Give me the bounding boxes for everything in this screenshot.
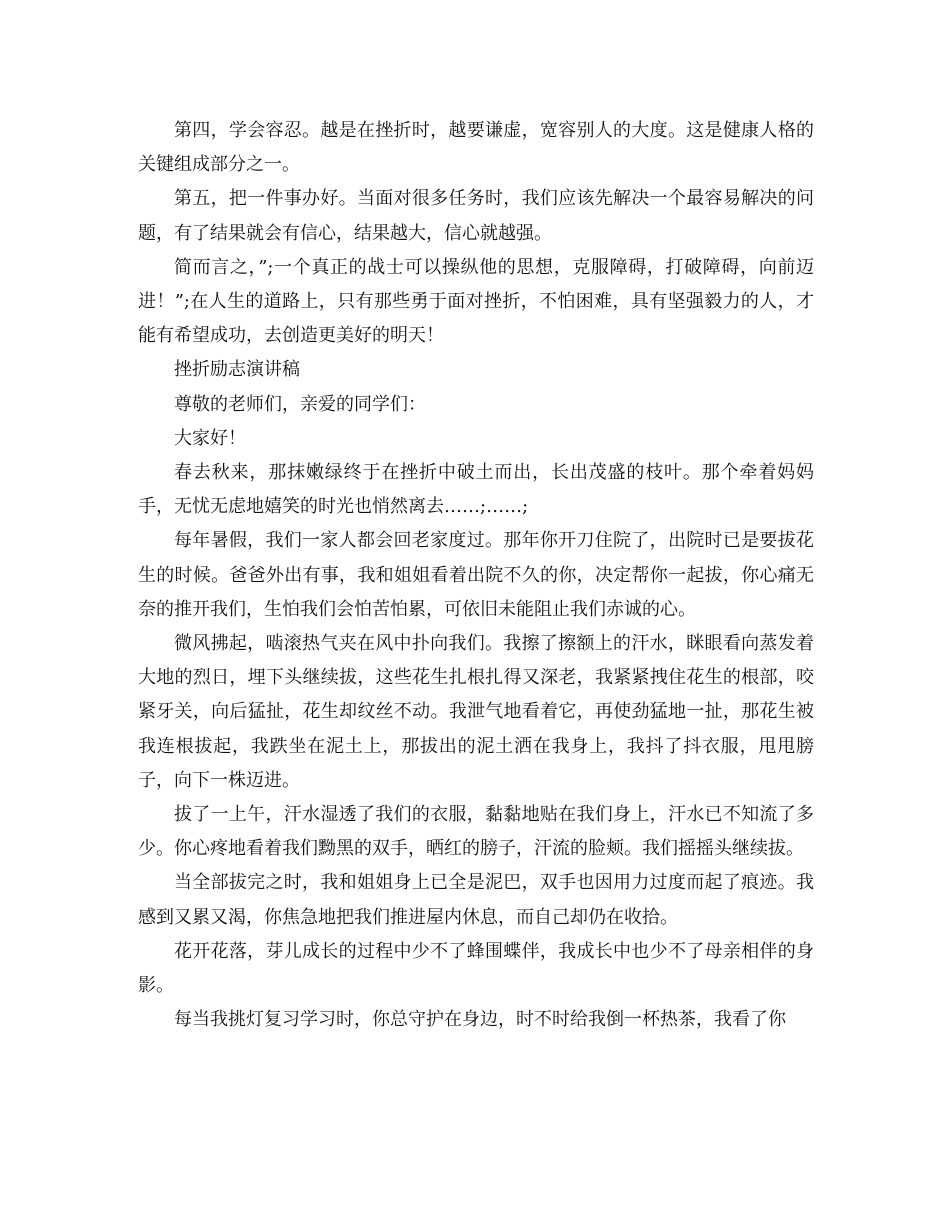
salutation: 尊敬的老师们，亲爱的同学们： [174, 393, 426, 415]
paragraph-morning-work: 拔了一上午，汗水湿透了我们的衣服，黏黏地贴在我们身上，汗水已不知流了多少。你心疼地看着我们黝黑的双手，晒红的膀子，汗流的脸颊。我们摇摇头继续拔。 [138, 804, 814, 860]
paragraph-finished: 当全部拔完之时，我和姐姐身上已全是泥巴，双手也因用力过度而起了痕迹。我感到又累又渴，你焦急地把我们推进屋内休息，而自己却仍在收拾。 [138, 872, 814, 928]
document-page [138, 114, 814, 1037]
paragraph-tolerance: 第四，学会容忍。越是在挫折时，越要谦虚，宽容别人的大度。这是健康人格的关键组成部分之一。 [138, 120, 814, 176]
paragraph-summer-vacation: 每年暑假，我们一家人都会回老家度过。那年你开刀住院了，出院时已是要拔花生的时候。爸爸外出有事，我和姐姐看着出院不久的你，决定帮你一起拔，你心痛无奈的推开我们，生怕我们会怕苦怕累，可依旧未能阻止我们赤诚的心。 [138, 530, 814, 620]
paragraph-pulling-peanuts: 微风拂起，啮滚热气夹在风中扑向我们。我擦了擦额上的汗水，眯眼看向蒸发着大地的烈日，埋下头继续拔，这些花生扎根扎得又深老，我紧紧拽住花生的根部，咬紧牙关，向后猛扯，花生却纹丝不动。我泄气地看着它，再使劲猛地一扯，那花生被我连根拔起，我跌坐在泥土上，那拔出的泥土洒在我身上，我抖了抖衣服，甩甩膀子，向下一株迈进。 [138, 633, 814, 791]
paragraph-summary: 简而言之，”;一个真正的战士可以操纵他的思想，克服障碍，打破障碍，向前迈进！”;在人生的道路上，只有那些勇于面对挫折，不怕困难，具有坚强毅力的人，才能有希望成功，去创造更美好的明天！ [138, 256, 814, 347]
greeting: 大家好！ [174, 427, 246, 449]
speech-title: 挫折励志演讲稿 [174, 359, 300, 381]
paragraph-seasons: 春去秋来，那抹嫩绿终于在挫折中破土而出，长出茂盛的枝叶。那个牵着妈妈手，无忧无虑地嬉笑的时光也悄然离去……;……; [138, 462, 814, 518]
paragraph-one-thing-well: 第五，把一件事办好。当面对很多任务时，我们应该先解决一个最容易解决的问题，有了结果就会有信心，结果越大，信心就越强。 [138, 188, 814, 244]
paragraph-flowers: 花开花落，芽儿成长的过程中少不了蜂围蝶伴，我成长中也少不了母亲相伴的身影。 [138, 940, 814, 997]
paragraph-studying: 每当我挑灯复习学习时，你总守护在身边，时不时给我倒一杯热茶，我看了你 [174, 1009, 786, 1031]
